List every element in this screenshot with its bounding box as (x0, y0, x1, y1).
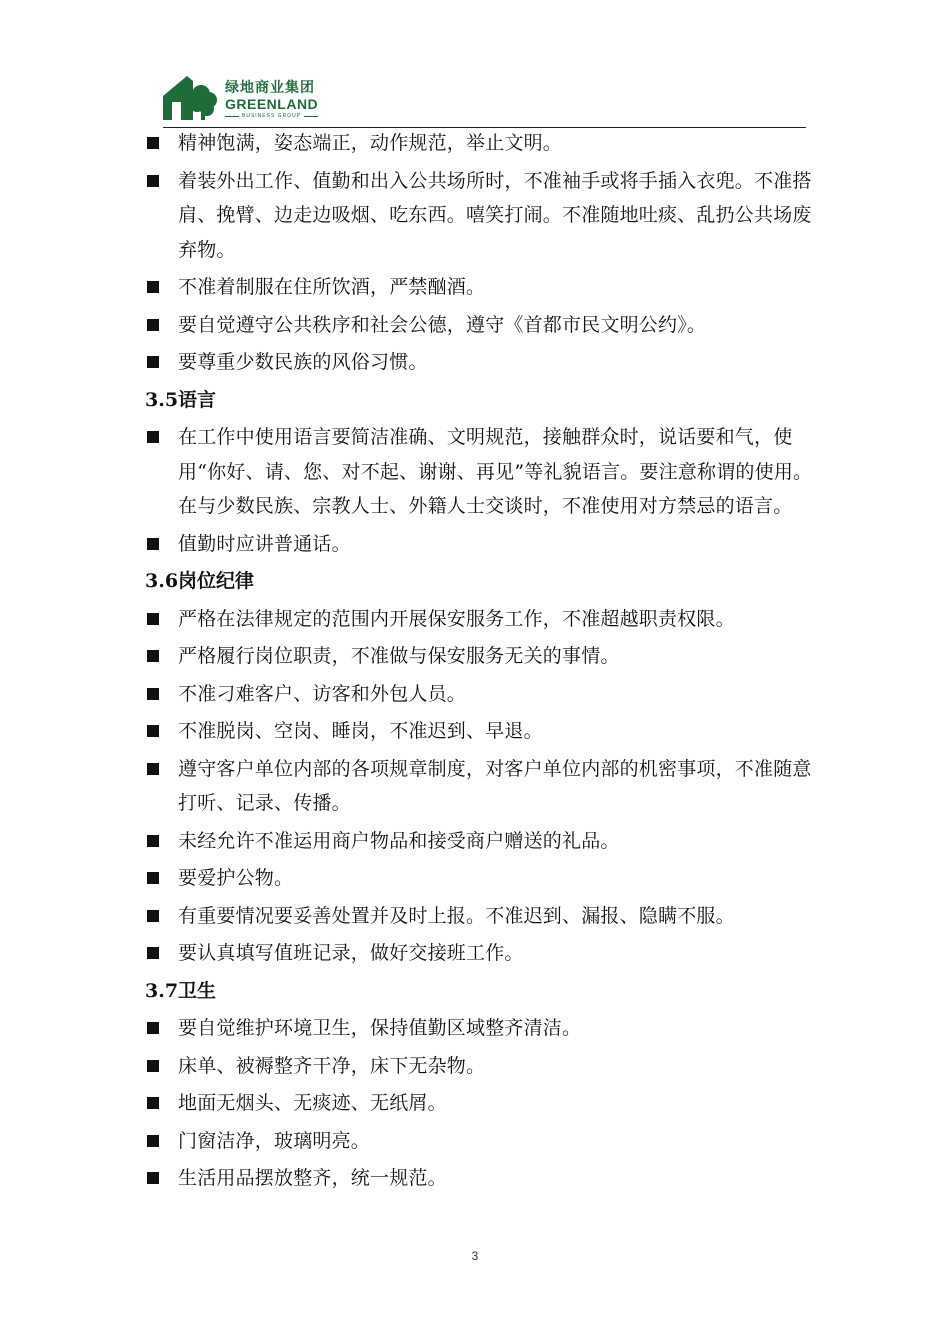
square-bullet-icon (147, 538, 159, 550)
list-item (145, 308, 825, 343)
list-item-text: 要尊重少数民族的风俗习惯。 (178, 351, 428, 373)
list-item-text: 地面无烟头、无痰迹、无纸屑。 (178, 1092, 447, 1114)
list-item-text: 遵守客户单位内部的各项规章制度，对客户单位内部的机密事项，不准随意打听、记录、传播。 (178, 757, 812, 814)
list-item-text: 着装外出工作、值勤和出入公共场所时，不准袖手或将手插入衣兜。不准搭肩、挽臂、边走边吸烟、吃东西。嘻笑打闹。不准随地吐痰、乱扔公共场废弃物。 (178, 169, 812, 261)
list-item-text: 要自觉维护环境卫生，保持值勤区域整齐清洁。 (178, 1017, 582, 1039)
square-bullet-icon (147, 872, 159, 884)
list-item (145, 164, 825, 268)
list-item (145, 420, 825, 524)
list-item-text: 不准刁难客户、访客和外包人员。 (178, 682, 467, 705)
square-bullet-icon (147, 281, 159, 293)
page-header (163, 72, 806, 130)
square-bullet-icon (147, 835, 159, 847)
list-item (145, 824, 825, 859)
square-bullet-icon (147, 688, 159, 700)
square-bullet-icon (147, 319, 159, 331)
list-item (145, 677, 825, 712)
square-bullet-icon (147, 725, 159, 737)
list-item-text: 严格在法律规定的范围内开展保安服务工作，不准超越职责权限。 (178, 607, 735, 630)
list-item (145, 345, 825, 380)
square-bullet-icon (147, 175, 159, 187)
company-subtitle-text: BUSINESS GROUP (242, 113, 302, 119)
square-bullet-icon (147, 356, 159, 368)
company-name-en: GREENLAND (225, 96, 319, 112)
list-item (145, 602, 825, 637)
list-item-text: 要自觉遵守公共秩序和社会公德，遵守《首都市民文明公约》。 (178, 313, 707, 336)
square-bullet-icon (147, 650, 159, 662)
section-heading-language: 3.5语言 (145, 388, 217, 411)
list-item-text: 门窗洁净，玻璃明亮。 (178, 1129, 371, 1152)
list-item (145, 861, 825, 896)
square-bullet-icon (147, 910, 159, 922)
logo-wordmark (225, 80, 425, 120)
list-item-text: 要认真填写值班记录，做好交接班工作。 (178, 942, 524, 964)
list-item-text: 未经允许不准运用商户物品和接受商户赠送的礼品。 (178, 829, 620, 852)
square-bullet-icon (147, 1022, 159, 1034)
document-body (145, 126, 825, 1199)
list-item (145, 1049, 825, 1084)
list-item (145, 639, 825, 674)
list-item (145, 714, 825, 749)
list-item-text: 严格履行岗位职责，不准做与保安服务无关的事情。 (178, 645, 620, 667)
list-item (145, 270, 825, 305)
company-subtitle (225, 112, 425, 120)
list-item (145, 1086, 825, 1121)
list-item (145, 936, 825, 971)
square-bullet-icon (147, 1060, 159, 1072)
list-item-text: 有重要情况要妥善处置并及时上报。不准迟到、漏报、隐瞒不服。 (178, 904, 735, 927)
page-number: 3 (471, 1249, 479, 1263)
list-item-text: 精神饱满，姿态端正，动作规范，举止文明。 (178, 132, 563, 154)
greenland-logo-icon (163, 74, 219, 122)
section-heading-hygiene: 3.7卫生 (145, 979, 217, 1002)
list-item (145, 527, 825, 562)
section-heading-discipline: 3.6岗位纪律 (145, 570, 255, 592)
square-bullet-icon (147, 613, 159, 625)
square-bullet-icon (147, 947, 159, 959)
list-item (145, 752, 825, 821)
square-bullet-icon (147, 1097, 159, 1109)
list-item-text: 生活用品摆放整齐，统一规范。 (178, 1167, 447, 1189)
square-bullet-icon (147, 1135, 159, 1147)
list-item (145, 126, 825, 161)
list-item (145, 899, 825, 934)
square-bullet-icon (147, 763, 159, 775)
list-item-text: 不准脱岗、空岗、睡岗，不准迟到、早退。 (178, 720, 543, 742)
list-item-text: 值勤时应讲普通话。 (178, 532, 351, 555)
company-name-cn: 绿地商业集团 (225, 80, 315, 96)
list-item (145, 1011, 825, 1046)
list-item (145, 1161, 825, 1196)
list-item-text: 要爱护公物。 (178, 867, 294, 889)
square-bullet-icon (147, 137, 159, 149)
list-item (145, 1124, 825, 1159)
square-bullet-icon (147, 431, 159, 443)
subtitle-rule-left (225, 116, 239, 117)
subtitle-rule-right (304, 116, 318, 117)
list-item-text: 不准着制服在住所饮酒，严禁酗酒。 (178, 276, 486, 298)
list-item-text: 床单、被褥整齐干净，床下无杂物。 (178, 1054, 486, 1077)
square-bullet-icon (147, 1172, 159, 1184)
list-item-text: 在工作中使用语言要简洁准确、文明规范，接触群众时，说话要和气，使用“你好、请、您、对不起、谢谢、再见”等礼貌语言。要注意称谓的使用。在与少数民族、宗教人士、外籍人士交谈时，不准使用对方禁忌的语言。 (178, 426, 813, 517)
